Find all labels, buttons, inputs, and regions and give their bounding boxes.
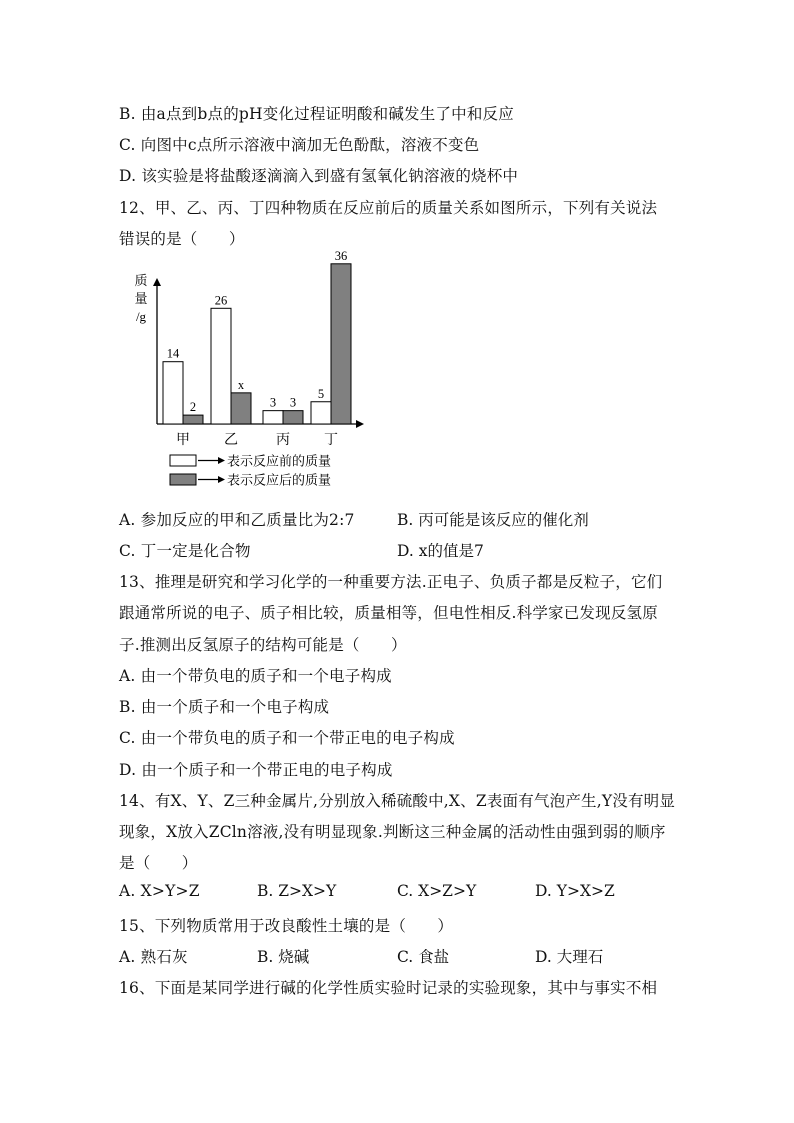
q13-option-d: D. 由一个质子和一个带正电的电子构成	[119, 761, 393, 779]
x-tick-label-0: 甲	[176, 433, 190, 448]
bar-label-after-2: 3	[289, 395, 297, 410]
q11-option-c: C. 向图中c点所示溶液中滴加无色酚酞，溶液不变色	[119, 136, 480, 154]
y-axis-arrow	[153, 278, 161, 286]
q14-option-c: C. X>Z>Y	[397, 882, 477, 900]
q13-option-c: C. 由一个带负电的质子和一个带正电的电子构成	[119, 729, 455, 747]
bar-label-after-1: x	[237, 377, 245, 392]
q11-option-d: D. 该实验是将盐酸逐滴滴入到盛有氢氧化钠溶液的烧杯中	[119, 167, 519, 185]
q12-option-c: C. 丁一定是化合物	[119, 542, 251, 560]
bar-after-3	[331, 264, 351, 424]
q15-option-a: A. 熟石灰	[119, 948, 188, 966]
mass-bar-chart	[126, 248, 386, 496]
bar-before-1	[211, 308, 231, 424]
bar-label-before-1: 26	[214, 293, 228, 308]
legend-label-1: 表示反应后的质量	[227, 472, 332, 488]
q12-stem-line1: 12、甲、乙、丙、丁四种物质在反应前后的质量关系如图所示，下列有关说法	[119, 199, 658, 217]
q13-stem-line3: 子.推测出反氢原子的结构可能是（ ）	[119, 636, 407, 654]
q12-stem-line2: 错误的是（ ）	[119, 230, 245, 248]
bar-after-1	[231, 393, 251, 424]
y-axis-label-1: 量	[134, 291, 148, 306]
bar-after-2	[283, 411, 303, 424]
legend-arrow-head-1	[218, 476, 225, 483]
q16-stem: 16、下面是某同学进行碱的化学性质实验时记录的实验现象，其中与事实不相	[119, 979, 658, 997]
x-tick-label-3: 丁	[324, 433, 338, 448]
y-axis-label-2: /g	[135, 309, 147, 324]
bar-before-3	[311, 402, 331, 424]
legend-swatch-1	[170, 474, 196, 485]
x-tick-label-2: 丙	[276, 433, 290, 448]
q15-option-d: D. 大理石	[535, 948, 604, 966]
legend-label-0: 表示反应前的质量	[227, 453, 332, 469]
q15-option-b: B. 烧碱	[257, 948, 310, 966]
q14-option-d: D. Y>X>Z	[535, 882, 615, 900]
q14-stem-line3: 是（ ）	[119, 854, 198, 872]
bar-after-0	[183, 415, 203, 424]
q14-stem-line2: 现象，X放入ZCln溶液,没有明显现象.判断这三种金属的活动性由强到弱的顺序	[119, 823, 666, 841]
q12-option-a: A. 参加反应的甲和乙质量比为2:7	[119, 511, 355, 529]
q12-option-b: B. 丙可能是该反应的催化剂	[397, 511, 589, 529]
q13-stem-line2: 跟通常所说的电子、质子相比较，质量相等，但电性相反.科学家已发现反氢原	[119, 604, 658, 622]
q11-option-b: B. 由a点到b点的pH变化过程证明酸和碱发生了中和反应	[119, 105, 514, 123]
x-tick-label-1: 乙	[224, 433, 238, 448]
bar-before-0	[163, 362, 183, 424]
bar-label-after-3: 36	[334, 248, 348, 263]
legend-swatch-0	[170, 455, 196, 466]
bar-label-before-3: 5	[317, 386, 325, 401]
x-axis-arrow	[356, 420, 364, 428]
q14-stem-line1: 14、有X、Y、Z三种金属片,分别放入稀硫酸中,X、Z表面有气泡产生,Y没有明显	[119, 792, 676, 810]
q12-option-d: D. x的值是7	[397, 542, 484, 560]
q14-option-a: A. X>Y>Z	[119, 882, 200, 900]
bar-label-after-0: 2	[189, 400, 197, 415]
q13-option-b: B. 由一个质子和一个电子构成	[119, 698, 330, 716]
q14-option-b: B. Z>X>Y	[257, 882, 337, 900]
bar-before-2	[263, 411, 283, 424]
q13-option-a: A. 由一个带负电的质子和一个电子构成	[119, 667, 392, 685]
q15-option-c: C. 食盐	[397, 948, 450, 966]
legend-arrow-head-0	[218, 457, 225, 464]
bar-label-before-0: 14	[166, 346, 180, 361]
y-axis-label-0: 质	[134, 273, 148, 288]
bar-label-before-2: 3	[269, 395, 277, 410]
q15-stem: 15、下列物质常用于改良酸性土壤的是（ ）	[119, 917, 454, 935]
q13-stem-line1: 13、推理是研究和学习化学的一种重要方法.正电子、负质子都是反粒子，它们	[119, 573, 663, 591]
